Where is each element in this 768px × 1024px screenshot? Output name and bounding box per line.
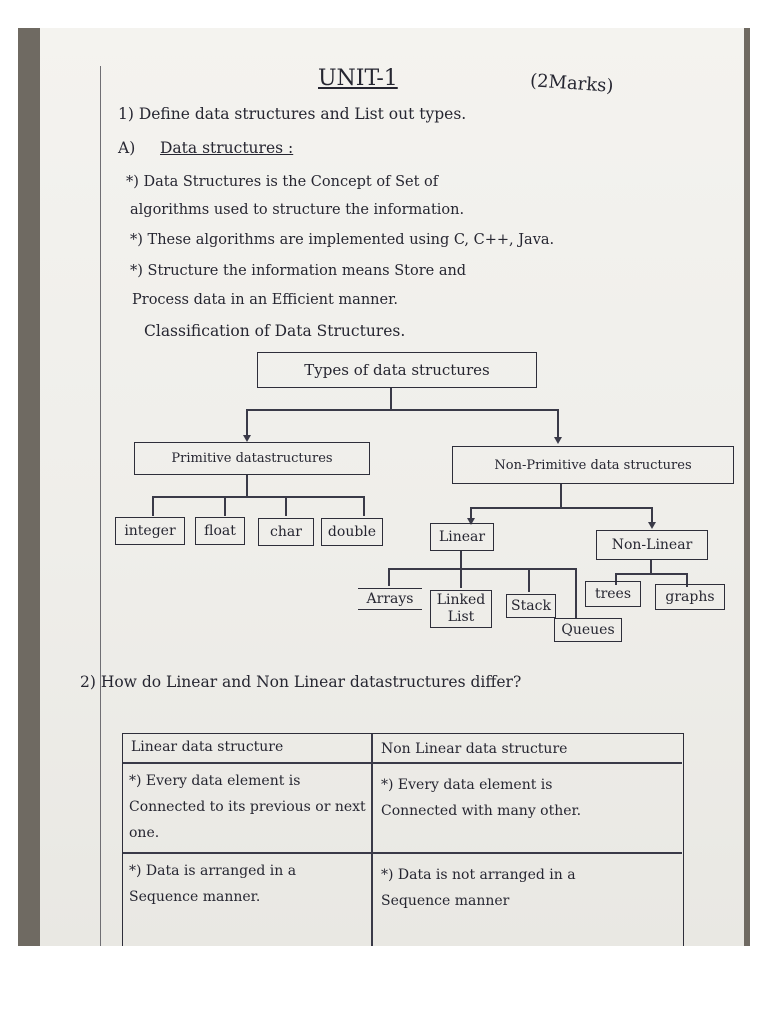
connector: [390, 388, 392, 410]
node-linked-list: Linked List: [430, 590, 492, 628]
classification-heading: Classification of Data Structures.: [144, 322, 406, 340]
node-root: Types of data structures: [257, 352, 537, 388]
node-primitive: Primitive datastructures: [134, 442, 370, 475]
node-graphs: graphs: [655, 584, 725, 610]
question-1: 1) Define data structures and List out types.: [118, 105, 467, 123]
table-cell: *) Every data element is Connected to its previous or next one.: [129, 773, 366, 841]
margin-line: [100, 66, 101, 946]
comparison-table: [122, 733, 684, 946]
node-non-linear: Non-Linear: [596, 530, 708, 560]
node-float: float: [195, 517, 245, 545]
table-cell: *) Data is arranged in a Sequence manner.: [129, 863, 297, 905]
connector: [650, 560, 652, 574]
node-integer: integer: [115, 517, 185, 545]
node-double: double: [321, 518, 383, 546]
connector: [246, 475, 248, 497]
point-line: *) Structure the information means Store and: [130, 263, 467, 279]
connector: [285, 496, 287, 516]
answer-heading: Data structures :: [160, 139, 294, 157]
connector: [152, 496, 364, 498]
node-queues: Queues: [554, 618, 622, 642]
point-line: Process data in an Efficient manner.: [132, 292, 399, 308]
connector: [224, 496, 226, 516]
node-non-primitive: Non-Primitive data structures: [452, 446, 734, 484]
connector: [152, 496, 154, 516]
unit-title: UNIT-1: [318, 66, 398, 91]
point-line: *) These algorithms are implemented using C, C++, Java.: [130, 232, 555, 248]
table-divider: [123, 762, 682, 764]
table-divider: [123, 852, 682, 854]
node-linear: Linear: [430, 523, 494, 551]
table-divider: [371, 734, 373, 946]
node-trees: trees: [585, 581, 641, 607]
node-stack: Stack: [506, 594, 556, 618]
marks-label: (2Marks): [529, 70, 615, 97]
answer-label: A): [118, 139, 136, 157]
arrow: [554, 437, 562, 444]
connector: [615, 573, 687, 575]
table-cell: *) Data is not arranged in a Sequence manner: [381, 867, 576, 909]
connector: [388, 568, 390, 586]
photo-background: [18, 28, 750, 946]
connector: [528, 568, 530, 592]
connector: [388, 568, 576, 570]
connector: [246, 409, 558, 411]
connector: [557, 409, 559, 439]
arrow: [243, 435, 251, 442]
node-char: char: [258, 518, 314, 546]
connector: [575, 568, 577, 618]
notebook-page: [40, 28, 744, 946]
point-line: *) Data Structures is the Concept of Set of: [126, 174, 439, 190]
node-arrays: Arrays: [358, 588, 422, 610]
connector: [560, 484, 562, 508]
table-cell: *) Every data element is Connected with many other.: [381, 777, 582, 819]
arrow: [648, 522, 656, 529]
connector: [460, 551, 462, 569]
connector: [470, 507, 652, 509]
question-2: 2) How do Linear and Non Linear datastructures differ?: [80, 673, 522, 691]
point-line: algorithms used to structure the information.: [130, 202, 465, 218]
table-header: Linear data structure: [131, 739, 284, 755]
table-header: Non Linear data structure: [381, 741, 568, 757]
connector: [246, 409, 248, 437]
connector: [460, 568, 462, 588]
connector: [363, 496, 365, 516]
